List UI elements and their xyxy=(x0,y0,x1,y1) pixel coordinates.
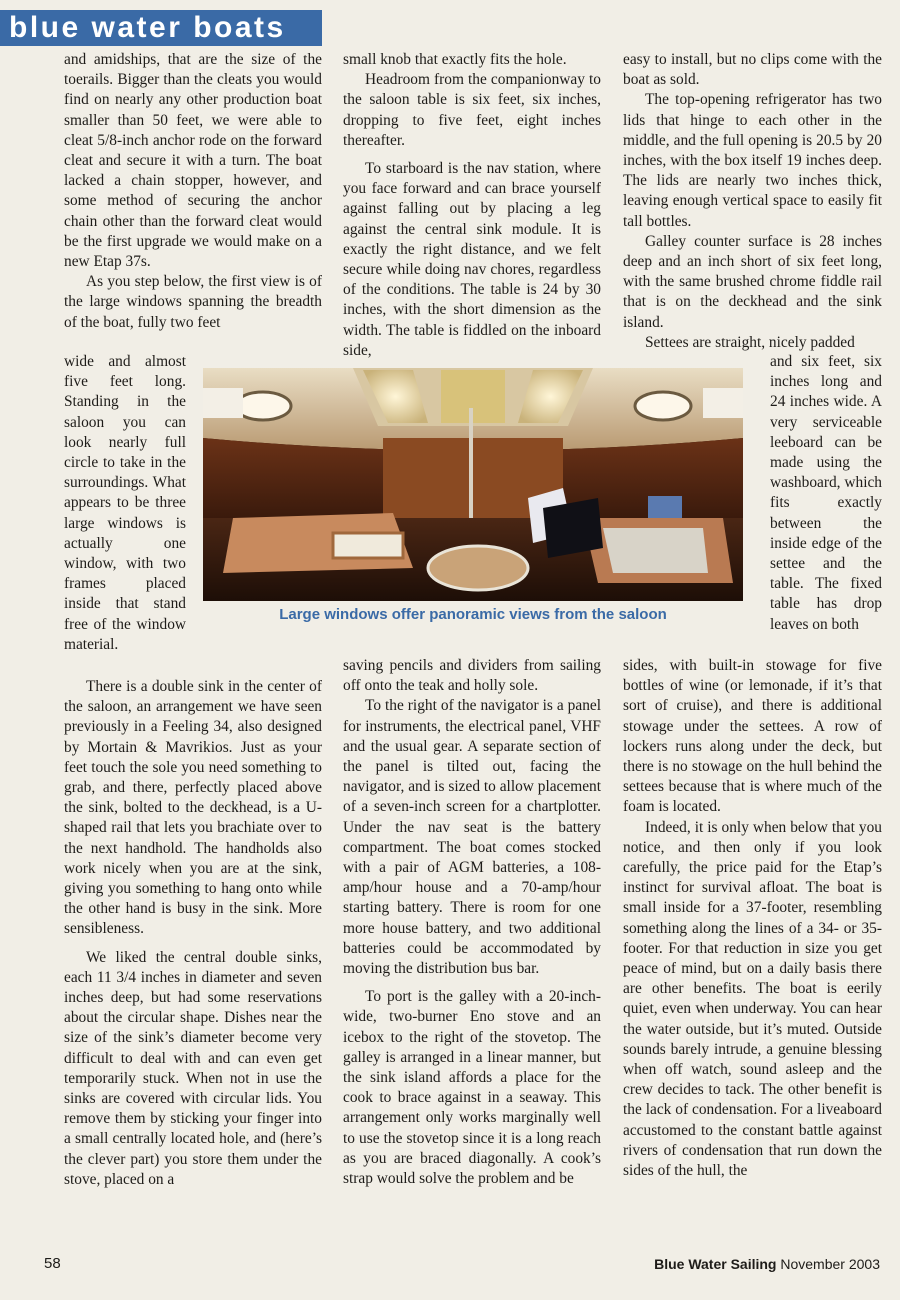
paragraph: Headroom from the companionway to the saloon table is six feet, six inches, dropping to five feet, eight inches thereafter. xyxy=(343,71,601,149)
paragraph: and six feet, six inches long and 24 inches wide. A very serviceable leeboard can be made using the washboard, which fits exactly between the inside edge of the settee and the table. The fixed table has drop leaves on both xyxy=(770,353,882,633)
photo-caption: Large windows offer panoramic views from the saloon xyxy=(279,606,667,623)
column-3-bottom xyxy=(623,656,882,1181)
column-1-top xyxy=(64,50,322,333)
column-2-top xyxy=(343,50,601,361)
paragraph: Galley counter surface is 28 inches deep and an inch short of six feet long, with the same brushed chrome fiddle rail that is on the deckhead and the sink island. xyxy=(623,232,882,331)
page-number: 58 xyxy=(44,1255,61,1272)
paragraph: There is a double sink in the center of the saloon, an arrangement we have seen previously in a Feeling 34, also designed by Mortain & Mavrikios. Just as your feet touch the sole you need something to grab, and there, perfectly placed above the sink, bolted to the deckhead, is a U-shaped rail that lets you brachiate over to the next handhold. The handholds also work nicely when you are at the sink, giving you something to hang onto while the other hand is busy in the sink. More sensibleness. xyxy=(64,678,322,938)
paragraph: and amidships, that are the size of the toerails. Bigger than the cleats you would find on nearly any other production boat smaller than 50 feet, we were able to cleat 5/8-inch anchor rode on the forward cleat and secure it with a turn. The boat lacked a chain stopper, however, and some method of securing the anchor chain other than the forward cleat would be the first upgrade we would make on a new Etap 37s. xyxy=(64,51,322,271)
paragraph: Settees are straight, nicely padded xyxy=(645,333,855,351)
column-1-wrap xyxy=(64,352,186,655)
paragraph: Indeed, it is only when below that you notice, and then only if you look carefully, the price paid for the Etap’s instinct for survival afloat. The boat is small inside for a 37-footer, resembling something along the lines of a 34- or 35-footer. For that reduction in size you get peace of mind, but on a daily basis there are other benefits. The boat is eerily quiet, even when underway. You can hear the water outside, but it’s muted. Outside sounds barely intrude, a genuine blessing when off watch, sound asleep and the crew decides to tack. The other benefit is the lack of condensation. For a liveaboard accustomed to the constant battle against rivers of condensation that run down the sides of the hull, the xyxy=(623,818,882,1180)
column-2-bottom xyxy=(343,656,601,1189)
paragraph: wide and almost five feet long. Standing in the saloon you can look nearly full circle to take in the surroundings. What appears to be three large windows is actually one window, with two frames placed inside that stand free of the window material. xyxy=(64,353,186,653)
publication-name: Blue Water Sailing xyxy=(654,1256,777,1272)
column-1-bottom xyxy=(64,677,322,1190)
section-header xyxy=(0,10,322,46)
paragraph: To port is the galley with a 20-inch-wide, two-burner Eno stove and an icebox to the right of the stovetop. The galley is arranged in a linear manner, but the sink island affords a place for the cook to brace against in a seaway. This arrangement only works marginally well to use the stovetop since it is a long reach as you are braced diagonally. A cook’s strap would solve the problem and be xyxy=(343,988,601,1188)
paragraph: The top-opening refrigerator has two lids that hinge to each other in the middle, and the full opening is 20.5 by 20 inches, with the box itself 19 inches deep. The lids are nearly two inches thick, leaving enough vertical space to easily fit tall bottles. xyxy=(623,91,882,230)
paragraph: To the right of the navigator is a panel for instruments, the electrical panel, VHF and the usual gear. A separate section of the panel is tilted out, facing the navigator, and is sized to allow placement of a seven-inch screen for a chartplotter. Under the nav seat is the battery compartment. The boat comes stocked with a pair of AGM batteries, a 108-amp/hour house and a 70-amp/hour starting battery. There is room for one more house battery, and two additional batteries could be accommodated by moving the distribution bus bar. xyxy=(343,697,601,978)
section-title: blue water boats xyxy=(9,11,286,44)
paragraph: small knob that exactly fits the hole. xyxy=(343,51,567,68)
issue-date: November 2003 xyxy=(780,1256,880,1272)
publication-footer xyxy=(654,1256,880,1272)
saloon-photo-image xyxy=(203,368,743,601)
paragraph: We liked the central double sinks, each 11 3/4 inches in diameter and seven inches deep, but had some reservations about the circular shape. Dishes near the size of the sink’s diameter become very difficult to deal with and can even get temporarily stuck. When not in use the sinks are covered with circular lids. You remove them by sticking your finger into a small centrally located hole, and (here’s the clever part) you store them under the stove, placed on a xyxy=(64,948,322,1188)
paragraph: To starboard is the nav station, where you face forward and can brace yourself against falling out by placing a leg against the central sink module. It is exactly the right distance, and we felt secure while doing nav chores, regardless of the conditions. The table is 24 by 30 inches, with the short dimension as the width. The table is fiddled on the inboard side, xyxy=(343,160,601,359)
column-3-wrap xyxy=(770,352,882,635)
paragraph: easy to install, but no clips come with the boat as sold. xyxy=(623,51,882,89)
paragraph: As you step below, the first view is of the large windows spanning the breadth of the boat, fully two feet xyxy=(64,273,322,331)
column-3-top xyxy=(623,50,882,353)
paragraph: sides, with built-in stowage for five bottles of wine (or lemonade, if it’s that sort of cruise), and there is additional stowage under the settees. A row of lockers runs along under the deck, but there is no stowage on the hull behind the settees because that is where much of the foam is located. xyxy=(623,657,882,816)
paragraph: saving pencils and dividers from sailing off onto the teak and holly sole. xyxy=(343,657,601,695)
saloon-photo xyxy=(203,368,743,601)
